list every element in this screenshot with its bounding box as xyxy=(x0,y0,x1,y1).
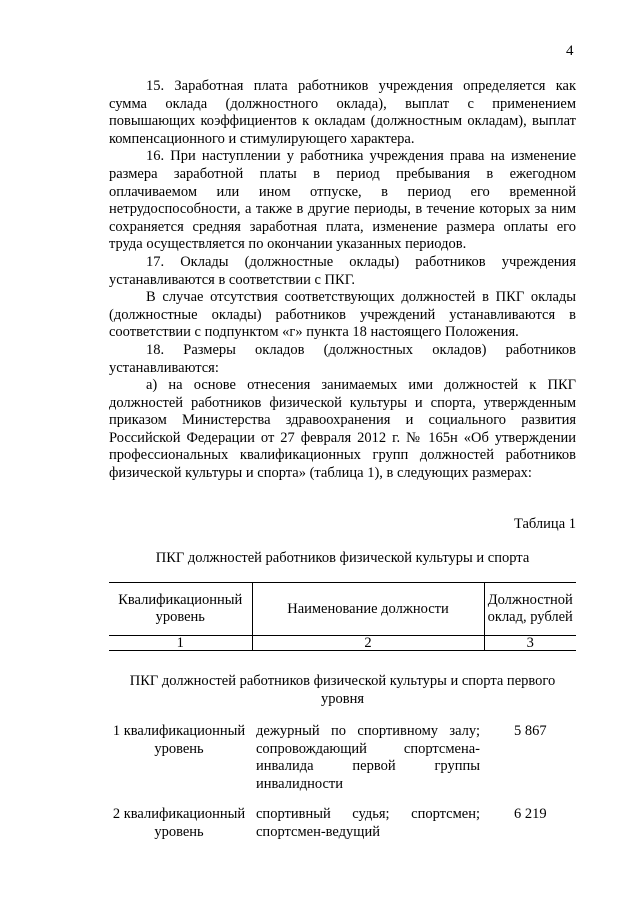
paragraph-17: 17. Оклады (должностные оклады) работников учреждения устанавливаются в соответствии с ПКГ. xyxy=(109,253,576,288)
group-title: ПКГ должностей работников физической культуры и спорта первого уровня xyxy=(129,673,556,707)
level-line1: 2 квалификационный xyxy=(112,806,246,822)
body-text xyxy=(109,78,576,483)
column-number-2: 2 xyxy=(252,636,484,651)
page-number: 4 xyxy=(566,43,574,59)
level-line1: 1 квалификационный xyxy=(112,723,246,739)
salary-table-header xyxy=(109,582,576,651)
positions-cell: дежурный по спортивному залу; сопровождающий спортсмена-инвалида первой группы инвалидности xyxy=(256,723,480,792)
paragraph-17-note: В случае отсутствия соответствующих должностей в ПКГ оклады (должностные оклады) работников учреждений устанавливаются в соответствии с подпунктом «г» пункта 18 настоящего Положения. xyxy=(109,289,576,341)
positions-cell: спортивный судья; спортсмен; спортсмен-ведущий xyxy=(256,806,480,840)
header-level: Квалификационный уровень xyxy=(109,583,252,636)
salary-cell: 5 867 xyxy=(514,723,547,739)
header-salary: Должностной оклад, рублей xyxy=(484,583,576,636)
level-line2: уровень xyxy=(154,740,204,757)
level-cell xyxy=(109,723,249,758)
salary-cell: 6 219 xyxy=(514,806,547,822)
paragraph-18: 18. Размеры окладов (должностных окладов) работников устанавливаются: xyxy=(109,341,576,376)
level-cell xyxy=(109,806,249,841)
table-caption: Таблица 1 xyxy=(513,516,576,532)
column-number-3: 3 xyxy=(484,636,576,651)
paragraph-15: 15. Заработная плата работников учреждения определяется как сумма оклада (должностного оклада), выплат с применением повышающих коэффициентов к окладам (должностным окладам), выплат компенсационного и стимулирующего характера. xyxy=(109,78,576,147)
paragraph-16: 16. При наступлении у работника учреждения права на изменение размера заработной платы в период пребывания в ежегодном оплачиваемом или ином отпуске, в период его временной нетрудоспособности, а также в другие периоды, в течение которых за ним сохраняется средняя заработная плата, изменение размера оплаты его труда осуществляется по окончании указанных периодов. xyxy=(109,148,576,253)
column-number-1: 1 xyxy=(109,636,252,651)
header-position: Наименование должности xyxy=(252,583,484,636)
paragraph-18a: а) на основе отнесения занимаемых ими должностей к ПКГ должностей работников физической культуры и спорта, утвержденным приказом Министерства здравоохранения и социального развития Российской Федерации от 27 февраля 2012 г. № 165н «Об утверждении профессиональных квалификационных групп должностей работников физической культуры и спорта» (таблица 1), в следующих размерах: xyxy=(109,377,576,482)
level-line2: уровень xyxy=(154,823,204,840)
table-title: ПКГ должностей работников физической культуры и спорта xyxy=(155,550,530,566)
